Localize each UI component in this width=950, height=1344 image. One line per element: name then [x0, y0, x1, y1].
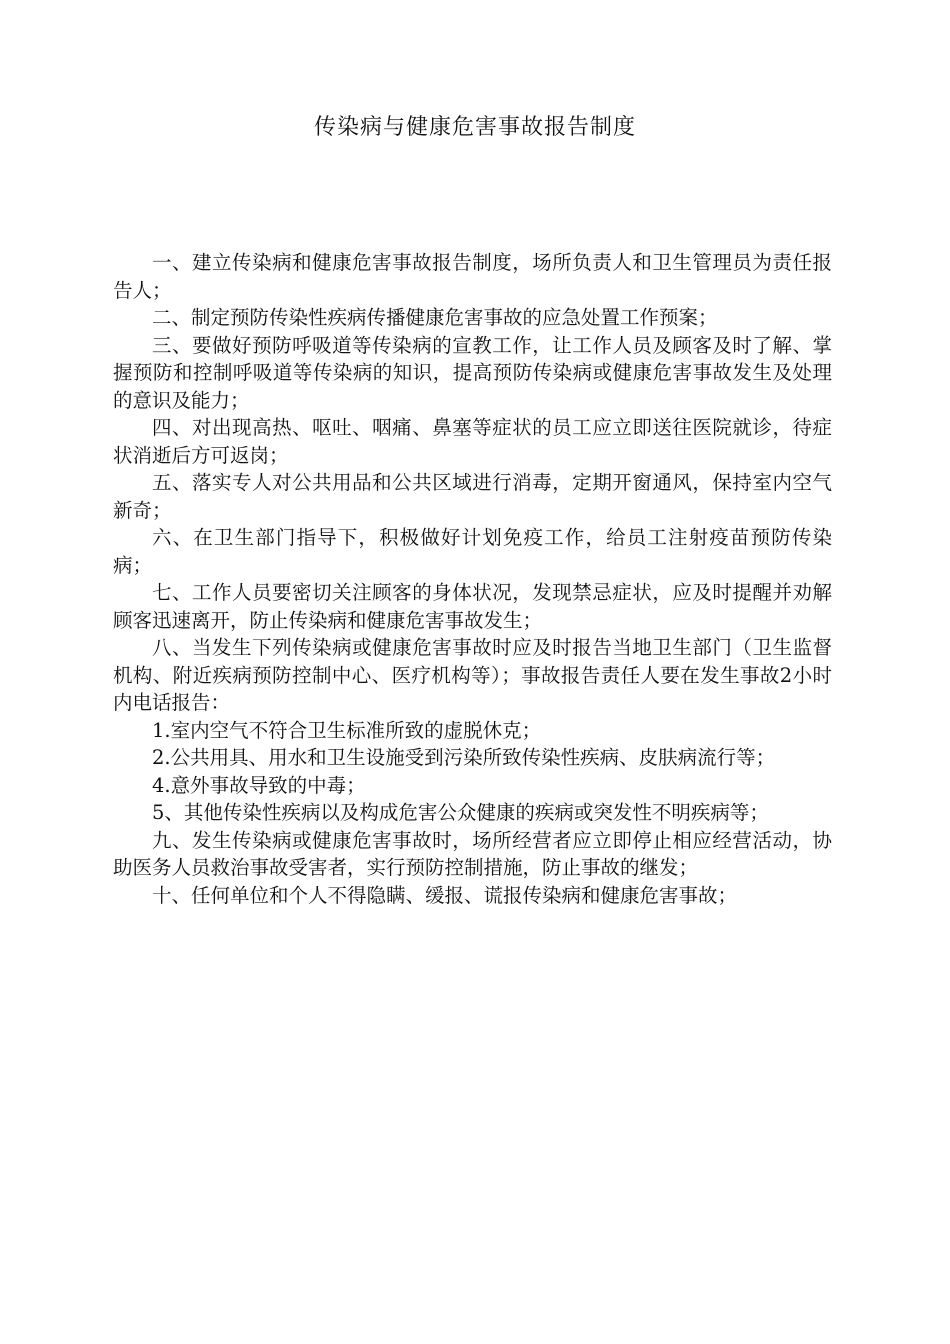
paragraph-6: 六、在卫生部门指导下，积极做好计划免疫工作，给员工注射疫苗预防传染病； [113, 526, 832, 577]
paragraph-3: 三、要做好预防呼吸道等传染病的宣教工作，让工作人员及顾客及时了解、掌握预防和控制呼吸道等传染病的知识，提高预防传染病或健康危害事故发生及处理的意识及能力； [113, 333, 832, 412]
paragraph-10: 十、任何单位和个人不得隐瞒、缓报、谎报传染病和健康危害事故； [152, 883, 738, 907]
sub-item-2: 2.公共用具、用水和卫生设施受到污染所致传染性疾病、皮肤病流行等； [152, 746, 776, 769]
paragraph-1: 一、建立传染病和健康危害事故报告制度，场所负责人和卫生管理员为责任报告人； [113, 251, 832, 302]
paragraph-8: 八、当发生下列传染病或健康危害事故时应及时报告当地卫生部门（卫生监督机构、附近疾病预防控制中心、医疗机构等）；事故报告责任人要在发生事故2小时内电话报告： [113, 636, 832, 714]
document-body [113, 249, 832, 909]
paragraph-7: 七、工作人员要密切关注顾客的身体状况，发现禁忌症状，应及时提醒并劝解顾客迅速离开，防止传染病和健康危害事故发生； [113, 581, 832, 632]
paragraph-5: 五、落实专人对公共用品和公共区域进行消毒，定期开窗通风，保持室内空气新奇； [113, 471, 832, 522]
paragraph-4: 四、对出现高热、呕吐、咽痛、鼻塞等症状的员工应立即送往医院就诊，待症状消逝后方可返岗； [113, 416, 832, 467]
paragraph-9: 九、发生传染病或健康危害事故时，场所经营者应立即停止相应经营活动，协助医务人员救治事故受害者，实行预防控制措施，防止事故的继发； [113, 828, 832, 879]
sub-item-4: 4.意外事故导致的中毒； [152, 773, 366, 797]
document-title: 传染病与健康危害事故报告制度 [313, 115, 636, 140]
paragraph-2: 二、制定预防传染性疾病传播健康危害事故的应急处置工作预案； [152, 306, 718, 329]
sub-item-1: 1.室内空气不符合卫生标准所致的虚脱休克； [152, 718, 542, 742]
sub-item-5: 5、其他传染性疾病以及构成危害公众健康的疾病或突发性不明疾病等； [152, 801, 769, 824]
